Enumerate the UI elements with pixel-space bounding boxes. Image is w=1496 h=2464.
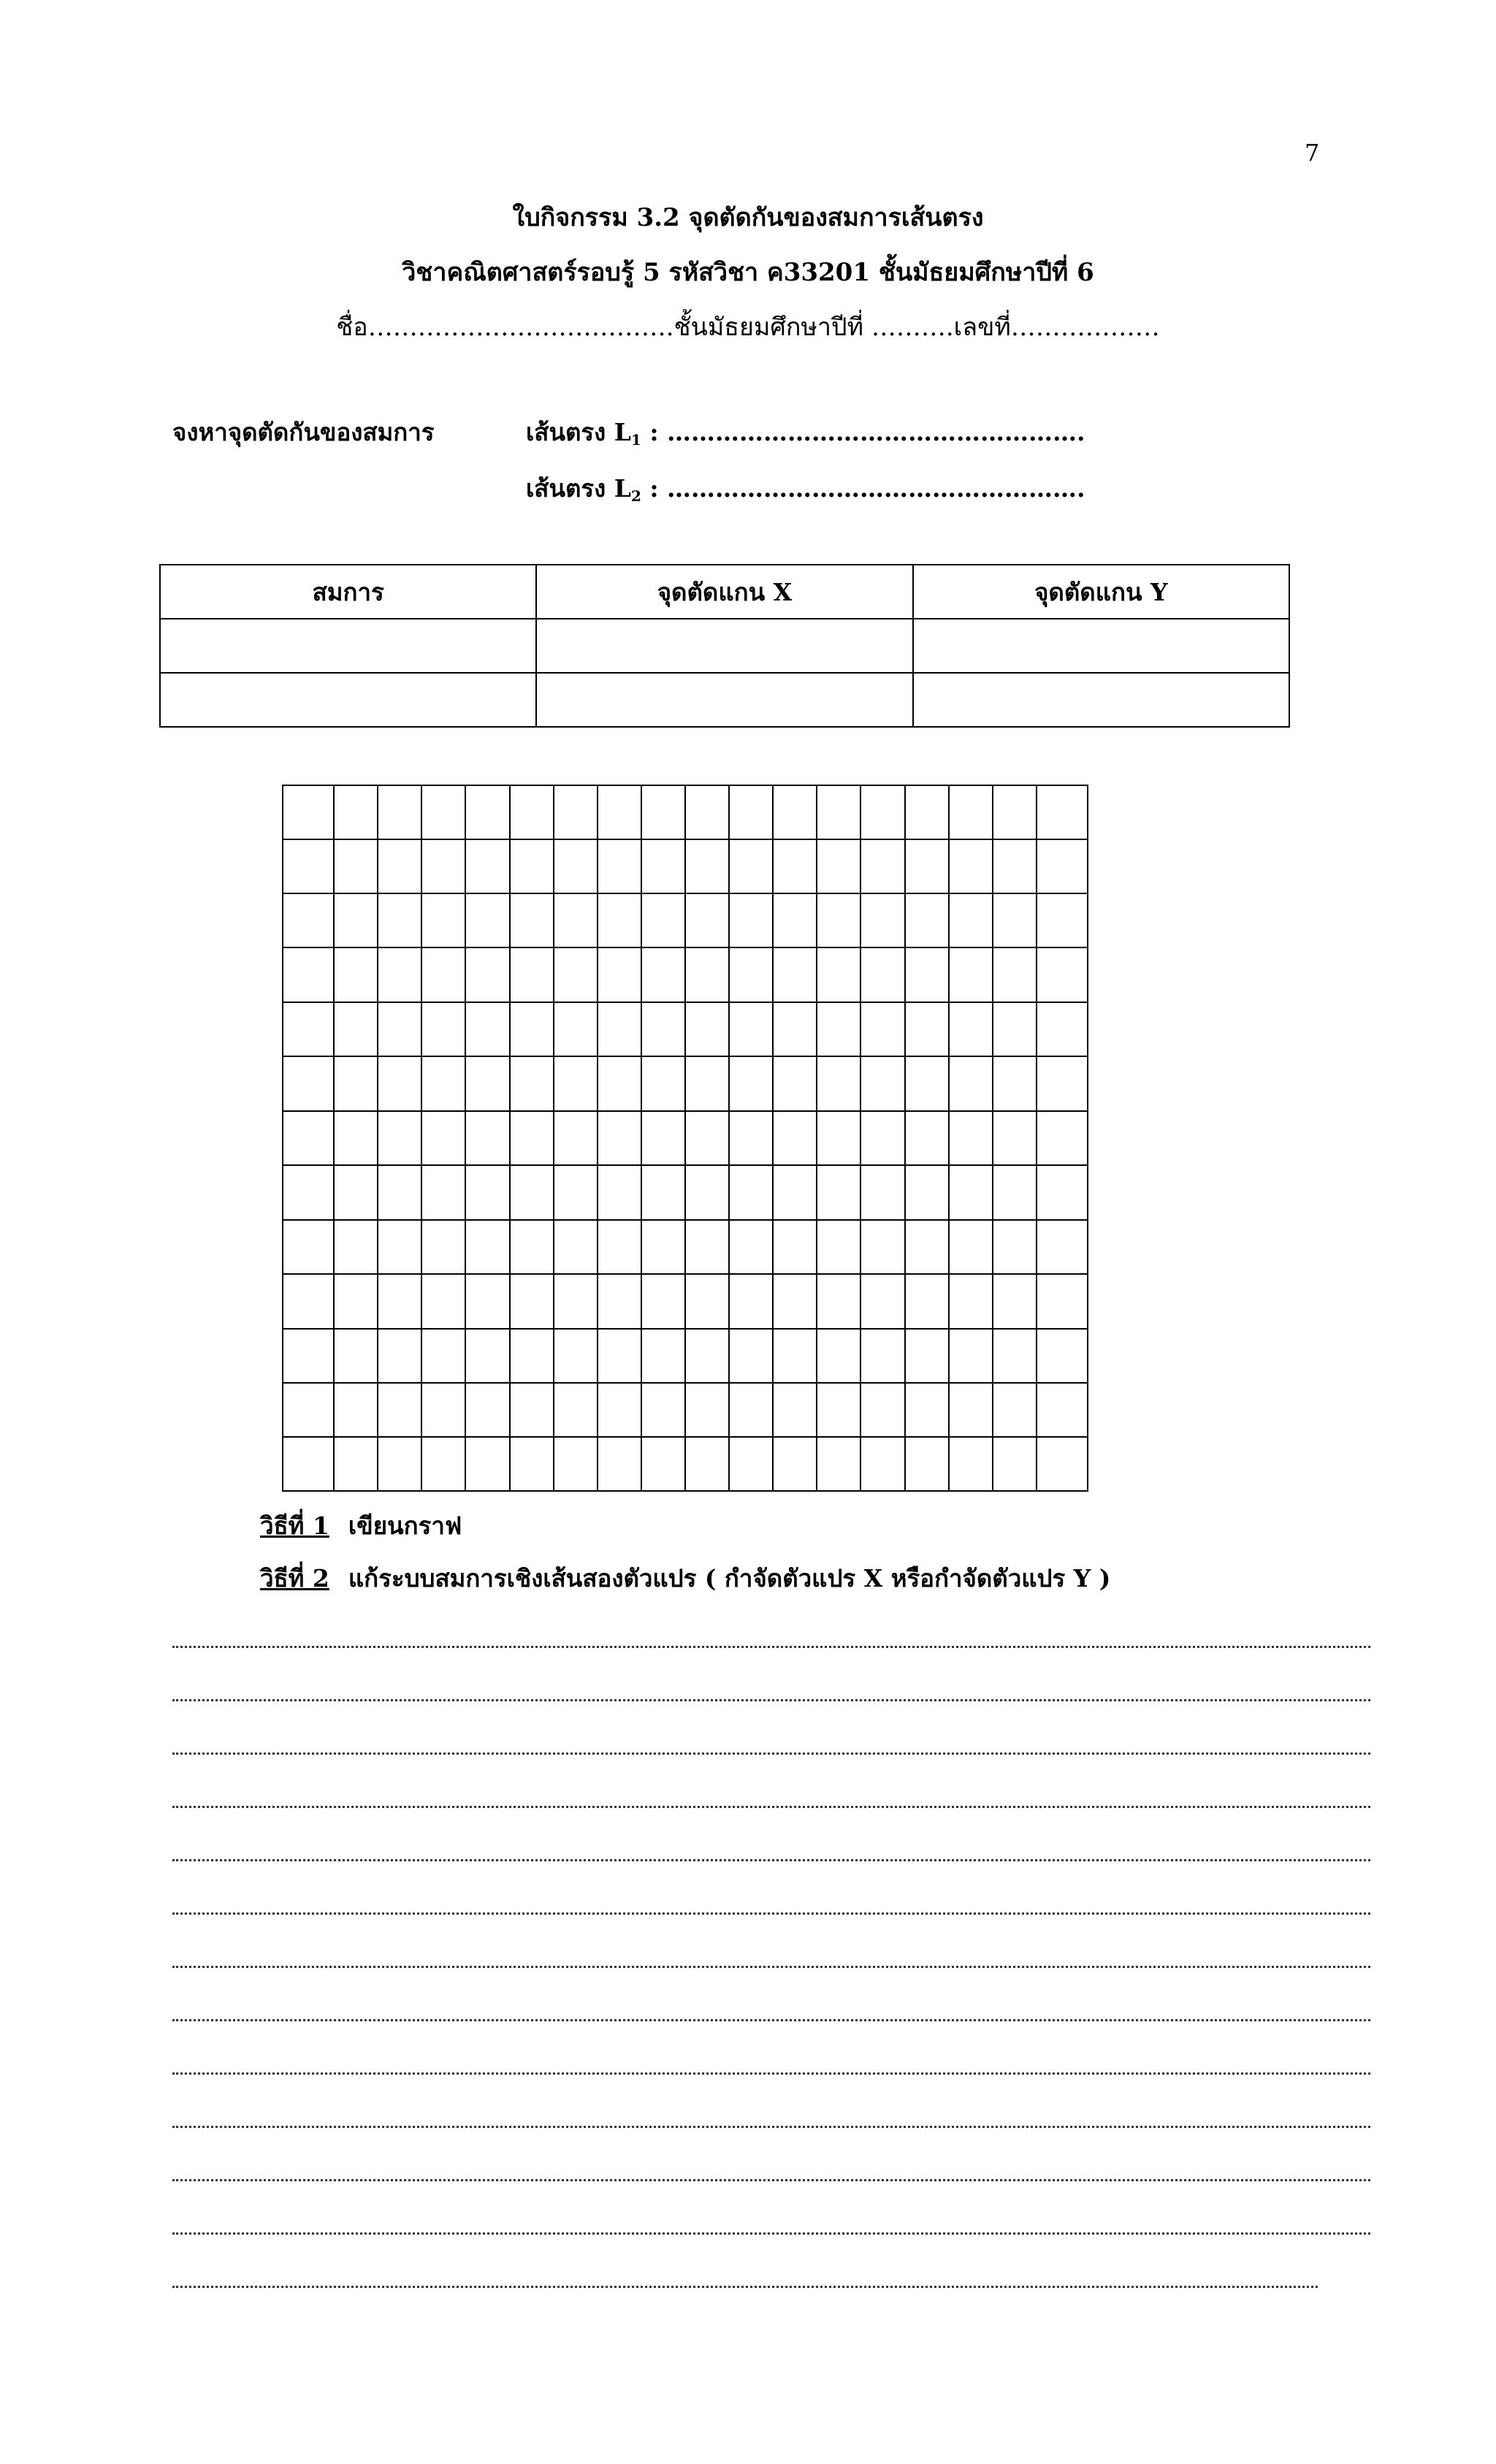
worksheet-subtitle: วิชาคณิตศาสตร์รอบรู้ 5 รหัสวิชา ค33201 ชั้นมัธยมศึกษาปีที่ 6: [402, 258, 1094, 287]
worksheet-title: ใบกิจกรรม 3.2 จุดตัดกันของสมการเส้นตรง: [512, 203, 984, 232]
line-l1-blank: : …………………………………………….: [641, 418, 1085, 446]
answer-line[interactable]: [172, 1717, 1370, 1771]
header-x-intercept: จุดตัดแกน X: [536, 565, 912, 619]
method-2-label: วิธีที่ 2: [260, 1564, 329, 1593]
header-y-intercept: จุดตัดแกน Y: [913, 565, 1289, 619]
table-cell-x-intercept[interactable]: [536, 619, 912, 673]
graph-paper-grid[interactable]: [282, 785, 1088, 1492]
line-l1-field[interactable]: [526, 413, 1085, 451]
answer-line[interactable]: [172, 2091, 1370, 2144]
line-l1-subscript: 1: [630, 431, 641, 449]
method-1-heading: [260, 1506, 462, 1545]
table-row: [160, 673, 1289, 727]
answer-line[interactable]: [172, 1824, 1370, 1877]
method-1-label: วิธีที่ 1: [260, 1511, 329, 1540]
answer-line[interactable]: [172, 1931, 1370, 1984]
answer-writing-area[interactable]: [172, 1611, 1370, 2304]
table-cell-y-intercept[interactable]: [913, 673, 1289, 727]
table-cell-x-intercept[interactable]: [536, 673, 912, 727]
method-2-text: แก้ระบบสมการเชิงเส้นสองตัวแปร ( กำจัดตัวแปร X หรือกำจัดตัวแปร Y ): [348, 1564, 1111, 1593]
answer-line[interactable]: [172, 2037, 1370, 2091]
line-l2-field[interactable]: [526, 469, 1085, 508]
answer-line[interactable]: [172, 2251, 1370, 2304]
table-header-row: [160, 565, 1289, 619]
table-cell-equation[interactable]: [160, 619, 536, 673]
answer-line[interactable]: [172, 1877, 1370, 1931]
answer-line[interactable]: [172, 1984, 1370, 2037]
answer-line[interactable]: [172, 1664, 1370, 1717]
answer-line[interactable]: [172, 1771, 1370, 1824]
line-l2-prefix: เส้นตรง L: [526, 474, 631, 503]
answer-line[interactable]: [172, 2144, 1370, 2197]
header-equation: สมการ: [160, 565, 536, 619]
line-l2-blank: : …………………………………………….: [641, 474, 1085, 503]
answer-line[interactable]: [172, 2197, 1370, 2251]
intercepts-table: [159, 564, 1290, 728]
page-number: 7: [1305, 139, 1320, 167]
table-cell-y-intercept[interactable]: [913, 619, 1289, 673]
table-cell-equation[interactable]: [160, 673, 536, 727]
answer-line[interactable]: [172, 1611, 1370, 1664]
line-l2-subscript: 2: [630, 487, 641, 505]
table-row: [160, 619, 1289, 673]
method-2-heading: [260, 1559, 1110, 1598]
student-info-line[interactable]: ชื่อ……………………………….ชั้นมัธยมศึกษาปีที่ ……….เลขที่………………: [336, 313, 1160, 342]
line-l1-prefix: เส้นตรง L: [526, 418, 631, 446]
instruction-label: จงหาจุดตัดกันของสมการ: [172, 418, 435, 446]
method-1-text: เขียนกราฟ: [348, 1511, 462, 1540]
